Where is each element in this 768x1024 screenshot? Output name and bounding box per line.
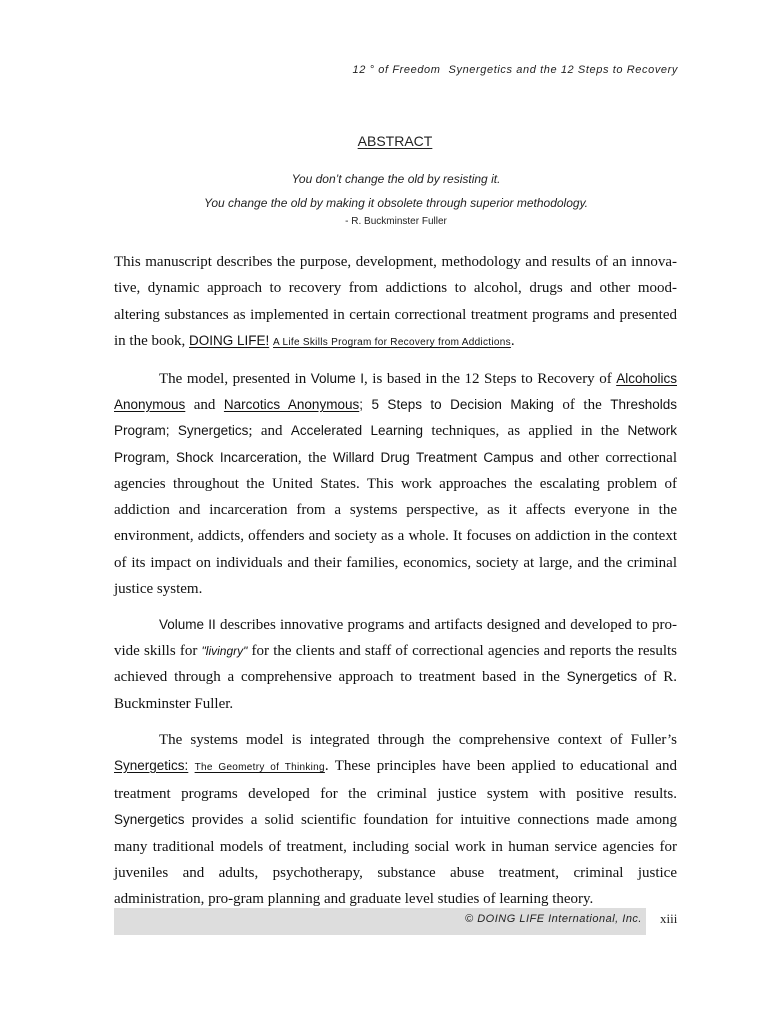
decision-steps: ; 5 Steps to Decision Making <box>359 396 554 412</box>
aa-title: Alcoholics Anonymous <box>114 370 677 412</box>
running-header <box>114 64 678 76</box>
epigraph-attribution: - R. Buckminster Fuller <box>345 216 447 227</box>
volume-ref: Volume I <box>310 370 365 386</box>
synergetics-ref: Synergetics <box>566 669 638 685</box>
header-book-title: 12 ° of Freedom <box>352 64 441 76</box>
text-run: and other correctional agencies throughout the United States. This work approaches the escalating problem of addiction and incarceration from a systems perspective, as it affects everyone in the environment, addicts, offenders and society as a whole. It focuses on addiction in the context of its impact on individuals and their families, economics, society at large, and the criminal justice system. <box>114 449 678 598</box>
paragraph-1 <box>114 249 677 356</box>
text-run: describes innovative programs and artifacts designed and developed to pro-vide skills for <box>114 616 678 660</box>
na-title: Narcotics Anonymous <box>223 396 360 412</box>
shock-incarceration: Shock Incarceration <box>175 449 298 465</box>
paragraph-4 <box>114 727 677 913</box>
text-run: , is based in the 12 Steps to Recovery of <box>364 370 617 387</box>
text-run: techniques, as applied in the <box>423 423 628 440</box>
text-run: , <box>165 449 176 466</box>
synergetics-ref: ; Synergetics <box>165 423 249 439</box>
abstract-body <box>114 249 677 922</box>
synergetics-book-subtitle: The Geometry of Thinking <box>194 761 325 773</box>
text-run: provides a solid scientific foundation for intuitive connections made among many traditional models of treatment, including social work in human service agencies for juveniles and adults, psychotherapy, substance abuse treatment, criminal justice administration, pro-gram planning and graduate level studies of learning theory. <box>114 812 677 908</box>
network-program: Network Program <box>114 423 677 465</box>
epigraph-line-2: You change the old by making it obsolete through superior methodology. <box>203 196 589 210</box>
text-run: for the clients and staff of correctional agencies and reports the results achieved through a comprehensive approach to treatment based in the <box>114 643 677 686</box>
thresholds-program: Thresholds Program <box>114 396 678 439</box>
synergetics-book-title: Synergetics: <box>114 757 189 773</box>
abstract-heading: ABSTRACT <box>357 133 433 149</box>
text-run: and <box>185 396 224 413</box>
accelerated-learning: Accelerated Learning <box>290 423 423 439</box>
text-run: of the <box>553 396 611 413</box>
paragraph-2 <box>114 366 677 603</box>
text-run: This manuscript describes the purpose, development, methodology and results of an innova-tive, dynamic approach to recovery from addictions to alcohol, drugs and other mood-altering substances as implemented in certain correctional treatment programs and presented in the book, <box>114 254 677 349</box>
text-run: ; and <box>248 423 291 440</box>
footer-copyright: © DOING LIFE International, Inc. <box>465 913 642 925</box>
willard-campus: Willard Drug Treatment Campus <box>332 449 534 465</box>
epigraph <box>114 171 678 229</box>
book-subtitle: A Life Skills Program for Recovery from Addictions <box>273 336 511 348</box>
text-run: . <box>510 332 515 349</box>
text-run: . These principles have been applied to educational and treatment programs developed for the criminal justice system with positive results. <box>114 757 678 803</box>
book-title: DOING LIFE! <box>189 332 270 348</box>
epigraph-line-1: You don’t change the old by resisting it. <box>291 172 501 186</box>
livingry-term: "livingry" <box>201 644 248 659</box>
text-run: The model, presented in <box>159 370 311 387</box>
footer-bar <box>114 908 646 935</box>
synergetics-ref: Synergetics <box>114 812 185 828</box>
text-run: of R. Buckminster Fuller. <box>114 669 677 712</box>
text-run: , the <box>297 449 333 466</box>
page-number: xiii <box>660 911 678 926</box>
paragraph-3 <box>114 612 677 717</box>
volume-ref: Volume II <box>159 616 216 632</box>
text-run: The systems model is integrated through the comprehensive context of Fuller’s <box>159 731 677 748</box>
header-subtitle: Synergetics and the 12 Steps to Recovery <box>448 64 678 76</box>
